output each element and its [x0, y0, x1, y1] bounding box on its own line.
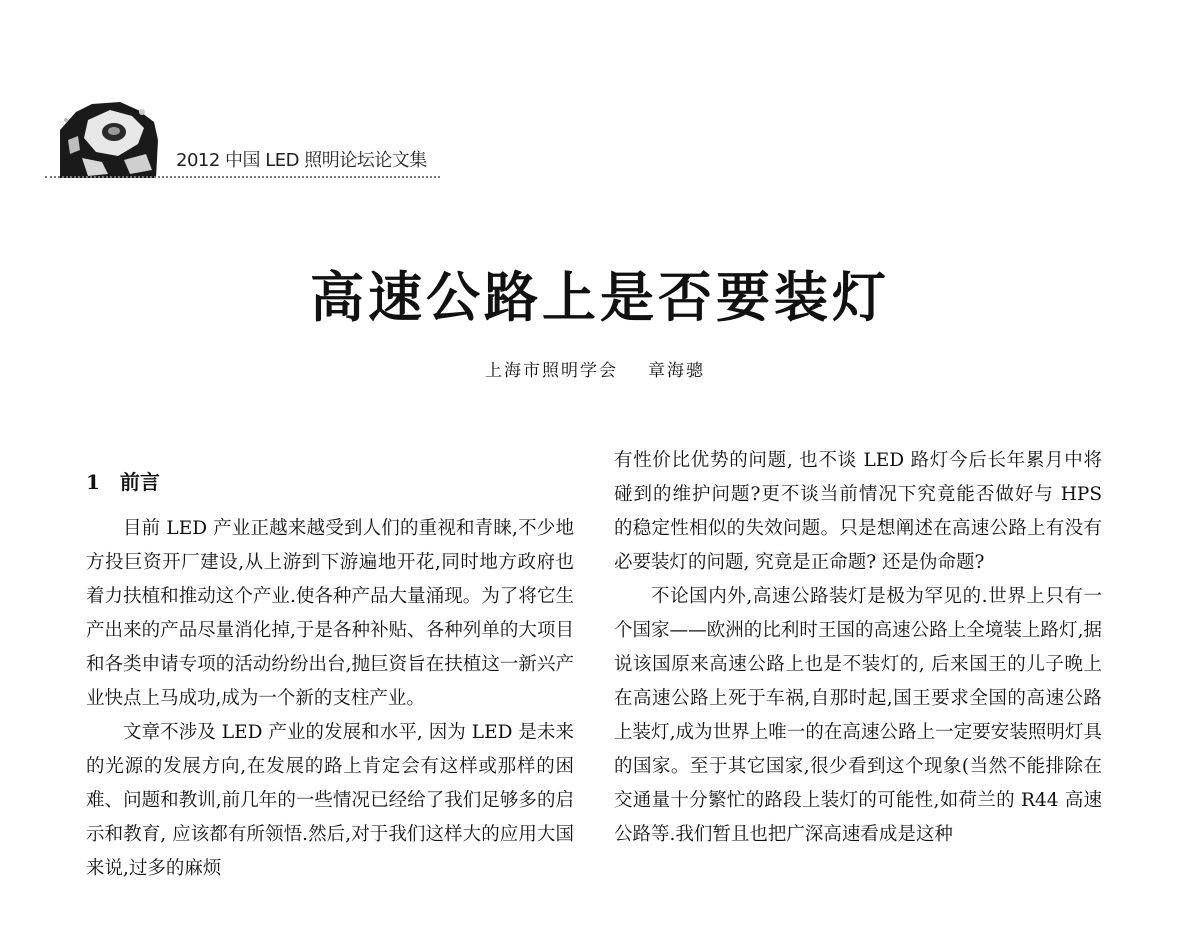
- article-title: 高速公路上是否要装灯: [310, 266, 890, 329]
- paragraph: 不论国内外,高速公路装灯是极为罕见的.世界上只有一个国家——欧洲的比利时王国的高速公路上全境装上路灯,据说该国原来高速公路上也是不装灯的, 后来国王的儿子晚上在高速公路上死于车祸,自那时起,国王要求全国的高速公路上装灯,成为世界上唯一的在高速公路上一定要安装照明灯具的国家。至于其它国家,很少看到这个现象(当然不能排除在交通量十分繁忙的路段上装灯的可能性,如荷兰的 R44 高速公路等.我们暂且也把广深高速看成是这种: [614, 586, 1102, 845]
- section-heading: [86, 462, 574, 502]
- paragraph: 目前 LED 产业正越来越受到人们的重视和青睐,不少地方投巨资开厂建设,从上游到下游遍地开花,同时地方政府也着力扶植和推动这个产业.使各种产品大量涌现。为了将它生产出来的产品尽量消化掉,于是各种补贴、各种列单的大项目和各类申请专项的活动纷纷出台,抛巨资旨在扶植这一新兴产业快点上马成功,成为一个新的支柱产业。: [86, 518, 574, 709]
- author-organization: 上海市照明学会: [485, 361, 618, 381]
- author-name: 章海骢: [648, 361, 705, 381]
- section-number: 1: [86, 470, 100, 494]
- author-line: [0, 356, 1190, 381]
- paragraph-continued: 有性价比优势的问题, 也不谈 LED 路灯今后长年累月中将碰到的维护问题?更不谈当前情况下究竟能否做好与 HPS 的稳定性相似的失效问题。只是想阐述在高速公路上有没有必要装灯的问题, 究竟是正命题? 还是伪命题?: [614, 450, 1102, 573]
- right-column: [614, 444, 1102, 852]
- header-divider: [45, 176, 440, 178]
- paragraph: 文章不涉及 LED 产业的发展和水平, 因为 LED 是未来的光源的发展方向,在发展的路上肯定会有这样或那样的困难、问题和教训,前几年的一些情况已经给了我们足够多的启示和教育, 应该都有所领悟.然后,对于我们这样大的应用大国来说,过多的麻烦: [86, 722, 574, 879]
- led-chip-logo-icon: [58, 100, 160, 180]
- section-title: 前言: [119, 470, 160, 494]
- proceedings-header: 2012 中国 LED 照明论坛论文集: [176, 150, 427, 171]
- left-column: [86, 462, 574, 886]
